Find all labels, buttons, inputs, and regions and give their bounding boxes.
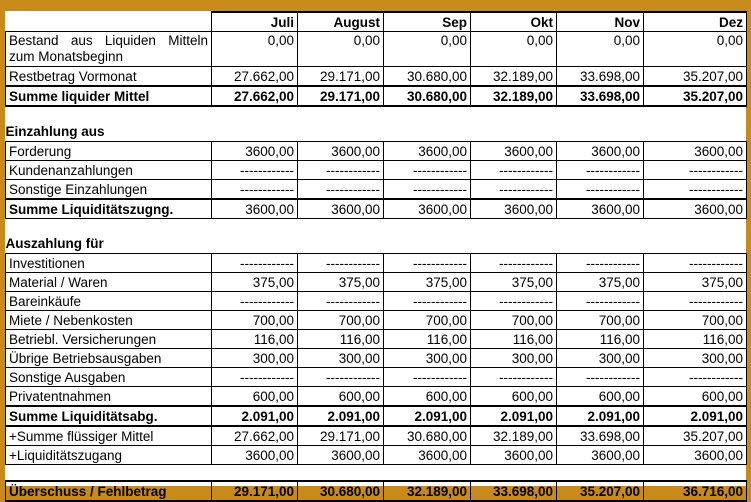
cell[interactable]: 0,00 bbox=[557, 32, 644, 67]
cell[interactable]: 0,00 bbox=[384, 32, 471, 67]
cell[interactable]: 33.698,00 bbox=[557, 67, 644, 87]
row-label[interactable]: Restbetrag Vormonat bbox=[6, 67, 212, 87]
cell[interactable]: 300,00 bbox=[557, 349, 644, 368]
section-einzahlung bbox=[6, 122, 747, 142]
row-label[interactable]: Summe Liquiditätsabg. bbox=[6, 406, 212, 426]
cell[interactable]: 300,00 bbox=[384, 349, 471, 368]
cell[interactable]: 3600,00 bbox=[557, 446, 644, 465]
row-label[interactable]: +Summe flüssiger Mittel bbox=[6, 426, 212, 446]
cell[interactable]: ------------ bbox=[471, 161, 557, 180]
spacer-row bbox=[6, 465, 747, 482]
cell[interactable]: 3600,00 bbox=[384, 199, 471, 219]
cell[interactable]: ------------ bbox=[384, 368, 471, 387]
cell[interactable]: ------------ bbox=[471, 254, 557, 273]
row-label[interactable]: Betriebl. Versicherungen bbox=[6, 330, 212, 349]
cell[interactable]: 600,00 bbox=[298, 387, 384, 407]
section-title: Auszahlung für bbox=[5, 236, 104, 251]
cell[interactable]: 700,00 bbox=[471, 311, 557, 330]
cell[interactable]: 32.189,00 bbox=[384, 481, 471, 501]
cell[interactable]: 3600,00 bbox=[471, 199, 557, 219]
cell[interactable]: ------------ bbox=[471, 292, 557, 311]
cell[interactable]: 116,00 bbox=[557, 330, 644, 349]
cell[interactable]: 30.680,00 bbox=[384, 67, 471, 87]
cell[interactable]: ------------ bbox=[298, 180, 384, 200]
cell[interactable]: 2.091,00 bbox=[212, 406, 298, 426]
cell[interactable]: ------------ bbox=[557, 161, 644, 180]
cell[interactable]: 33.698,00 bbox=[557, 426, 644, 446]
cell[interactable]: 3600,00 bbox=[212, 142, 298, 161]
cell[interactable]: 600,00 bbox=[471, 387, 557, 407]
cell[interactable]: 700,00 bbox=[298, 311, 384, 330]
month-header[interactable]: Dez bbox=[644, 12, 747, 32]
cell[interactable]: 2.091,00 bbox=[384, 406, 471, 426]
table-row-summe-zugng bbox=[6, 199, 747, 219]
row-label[interactable]: Überschuss / Fehlbetrag bbox=[6, 481, 212, 501]
cell[interactable]: 116,00 bbox=[644, 330, 747, 349]
cell[interactable]: 35.207,00 bbox=[644, 86, 747, 106]
cell[interactable]: ------------ bbox=[384, 254, 471, 273]
cell[interactable]: 35.207,00 bbox=[644, 426, 747, 446]
cell[interactable]: 33.698,00 bbox=[471, 481, 557, 501]
cell[interactable]: 3600,00 bbox=[212, 199, 298, 219]
table-row-investitionen bbox=[6, 254, 747, 273]
cell[interactable]: 300,00 bbox=[644, 349, 747, 368]
cell[interactable]: 3600,00 bbox=[557, 199, 644, 219]
cell[interactable]: 3600,00 bbox=[644, 199, 747, 219]
liquidity-plan-sheet bbox=[5, 11, 746, 499]
cell[interactable]: 27.662,00 bbox=[212, 86, 298, 106]
cell[interactable]: ------------ bbox=[384, 292, 471, 311]
table-row-bareinkaeufe bbox=[6, 292, 747, 311]
cell[interactable]: ------------ bbox=[471, 180, 557, 200]
cell[interactable]: ------------ bbox=[212, 180, 298, 200]
cell[interactable]: 29.171,00 bbox=[212, 481, 298, 501]
cell[interactable]: 3600,00 bbox=[384, 446, 471, 465]
cell[interactable]: ------------ bbox=[212, 368, 298, 387]
table-row-summe-abg bbox=[6, 406, 747, 426]
cell[interactable]: 700,00 bbox=[557, 311, 644, 330]
section-auszahlung bbox=[6, 234, 747, 254]
cell[interactable]: 0,00 bbox=[471, 32, 557, 67]
cell[interactable]: ------------ bbox=[212, 254, 298, 273]
row-label[interactable]: Forderung bbox=[6, 142, 212, 161]
cell[interactable]: ------------ bbox=[644, 254, 747, 273]
cell[interactable]: 3600,00 bbox=[212, 446, 298, 465]
cell[interactable]: 116,00 bbox=[384, 330, 471, 349]
cell[interactable]: 3600,00 bbox=[471, 446, 557, 465]
cell[interactable]: 300,00 bbox=[471, 349, 557, 368]
cell[interactable]: 375,00 bbox=[384, 273, 471, 292]
cell[interactable]: ------------ bbox=[384, 161, 471, 180]
cell[interactable]: 32.189,00 bbox=[471, 426, 557, 446]
table-row-plus-summe bbox=[6, 426, 747, 446]
table-row-versicherungen bbox=[6, 330, 747, 349]
month-header[interactable]: Juli bbox=[212, 12, 298, 32]
cell[interactable]: 2.091,00 bbox=[471, 406, 557, 426]
cell[interactable]: ------------ bbox=[557, 292, 644, 311]
cell[interactable]: 375,00 bbox=[212, 273, 298, 292]
cell[interactable]: 3600,00 bbox=[298, 446, 384, 465]
cell[interactable]: 35.207,00 bbox=[557, 481, 644, 501]
cell[interactable]: ------------ bbox=[298, 161, 384, 180]
spacer-row bbox=[6, 219, 747, 235]
row-label[interactable]: Privatentnahmen bbox=[6, 387, 212, 407]
month-header[interactable]: Nov bbox=[557, 12, 644, 32]
cell[interactable]: 29.171,00 bbox=[298, 67, 384, 87]
table-row-sonst-ausg bbox=[6, 368, 747, 387]
cell[interactable]: 32.189,00 bbox=[471, 86, 557, 106]
cell[interactable]: ------------ bbox=[644, 368, 747, 387]
cell[interactable]: ------------ bbox=[557, 180, 644, 200]
row-label[interactable]: Sonstige Einzahlungen bbox=[6, 180, 212, 200]
cell[interactable]: 375,00 bbox=[471, 273, 557, 292]
header-corner bbox=[6, 12, 212, 32]
cell[interactable]: 700,00 bbox=[384, 311, 471, 330]
row-label[interactable]: Material / Waren bbox=[6, 273, 212, 292]
cell[interactable]: 0,00 bbox=[212, 32, 298, 67]
cell[interactable]: 375,00 bbox=[298, 273, 384, 292]
row-label[interactable]: Bestand aus Liquiden Mitteln zum Monatsbeginn bbox=[6, 32, 212, 67]
cell[interactable]: ------------ bbox=[644, 180, 747, 200]
section-title: Einzahlung aus bbox=[5, 124, 105, 139]
cell[interactable]: 600,00 bbox=[384, 387, 471, 407]
cell[interactable]: 700,00 bbox=[644, 311, 747, 330]
cell[interactable]: 375,00 bbox=[644, 273, 747, 292]
row-label[interactable]: Summe liquider Mittel bbox=[6, 86, 212, 106]
table-row-forderung bbox=[6, 142, 747, 161]
header-row bbox=[6, 12, 747, 32]
table-row-privat bbox=[6, 387, 747, 407]
cell[interactable]: ------------ bbox=[557, 254, 644, 273]
cell[interactable]: 32.189,00 bbox=[471, 67, 557, 87]
table-row-restbetrag bbox=[6, 67, 747, 87]
table-row-kundenanz bbox=[6, 161, 747, 180]
cell[interactable]: 116,00 bbox=[212, 330, 298, 349]
cell[interactable]: 36.716,00 bbox=[644, 481, 747, 501]
cell[interactable]: 600,00 bbox=[644, 387, 747, 407]
cell[interactable]: 3600,00 bbox=[644, 142, 747, 161]
cell[interactable]: 2.091,00 bbox=[644, 406, 747, 426]
cell[interactable]: 2.091,00 bbox=[298, 406, 384, 426]
cell[interactable]: 0,00 bbox=[298, 32, 384, 67]
table-row-material bbox=[6, 273, 747, 292]
table-row-sonst-einz bbox=[6, 180, 747, 200]
cell[interactable]: 3600,00 bbox=[384, 142, 471, 161]
month-header[interactable]: Sep bbox=[384, 12, 471, 32]
cell[interactable]: 600,00 bbox=[212, 387, 298, 407]
table-row-summe-liquid bbox=[6, 86, 747, 106]
cell[interactable]: 300,00 bbox=[298, 349, 384, 368]
cell[interactable]: 3600,00 bbox=[298, 142, 384, 161]
cell[interactable]: 3600,00 bbox=[471, 142, 557, 161]
cell[interactable]: 3600,00 bbox=[298, 199, 384, 219]
cell[interactable]: 116,00 bbox=[298, 330, 384, 349]
cell[interactable]: 33.698,00 bbox=[557, 86, 644, 106]
cell[interactable]: 600,00 bbox=[557, 387, 644, 407]
liquidity-table bbox=[5, 11, 747, 502]
cell[interactable]: 375,00 bbox=[557, 273, 644, 292]
cell[interactable]: 3600,00 bbox=[644, 446, 747, 465]
cell[interactable]: 35.207,00 bbox=[644, 67, 747, 87]
table-row-uebrige bbox=[6, 349, 747, 368]
cell[interactable]: ------------ bbox=[298, 292, 384, 311]
spacer-row bbox=[6, 106, 747, 122]
cell[interactable]: 116,00 bbox=[471, 330, 557, 349]
cell[interactable]: ------------ bbox=[471, 368, 557, 387]
cell[interactable]: 700,00 bbox=[212, 311, 298, 330]
cell[interactable]: 30.680,00 bbox=[298, 481, 384, 501]
cell[interactable]: 2.091,00 bbox=[557, 406, 644, 426]
cell[interactable]: 30.680,00 bbox=[384, 426, 471, 446]
row-label[interactable]: Bareinkäufe bbox=[6, 292, 212, 311]
cell[interactable]: 30.680,00 bbox=[384, 86, 471, 106]
table-row-ueberschuss bbox=[6, 481, 747, 501]
row-label[interactable]: +Liquiditätszugang bbox=[6, 446, 212, 465]
cell[interactable]: 29.171,00 bbox=[298, 86, 384, 106]
cell[interactable]: ------------ bbox=[298, 254, 384, 273]
cell[interactable]: ------------ bbox=[212, 161, 298, 180]
cell[interactable]: ------------ bbox=[298, 368, 384, 387]
row-label[interactable]: Summe Liquiditätszugng. bbox=[6, 199, 212, 219]
cell[interactable]: ------------ bbox=[644, 292, 747, 311]
row-label[interactable]: Sonstige Ausgaben bbox=[6, 368, 212, 387]
row-label[interactable]: Übrige Betriebsausgaben bbox=[6, 349, 212, 368]
row-label[interactable]: Kundenanzahlungen bbox=[6, 161, 212, 180]
table-row-bestand bbox=[6, 32, 747, 67]
cell[interactable]: 300,00 bbox=[212, 349, 298, 368]
cell[interactable]: ------------ bbox=[384, 180, 471, 200]
cell[interactable]: 29.171,00 bbox=[298, 426, 384, 446]
cell[interactable]: 0,00 bbox=[644, 32, 747, 67]
cell[interactable]: 27.662,00 bbox=[212, 426, 298, 446]
cell[interactable]: ------------ bbox=[644, 161, 747, 180]
cell[interactable]: 3600,00 bbox=[557, 142, 644, 161]
month-header[interactable]: August bbox=[298, 12, 384, 32]
table-row-plus-zugang bbox=[6, 446, 747, 465]
cell[interactable]: ------------ bbox=[212, 292, 298, 311]
row-label[interactable]: Miete / Nebenkosten bbox=[6, 311, 212, 330]
cell[interactable]: 27.662,00 bbox=[212, 67, 298, 87]
month-header[interactable]: Okt bbox=[471, 12, 557, 32]
row-label[interactable]: Investitionen bbox=[6, 254, 212, 273]
cell[interactable]: ------------ bbox=[557, 368, 644, 387]
table-row-miete bbox=[6, 311, 747, 330]
